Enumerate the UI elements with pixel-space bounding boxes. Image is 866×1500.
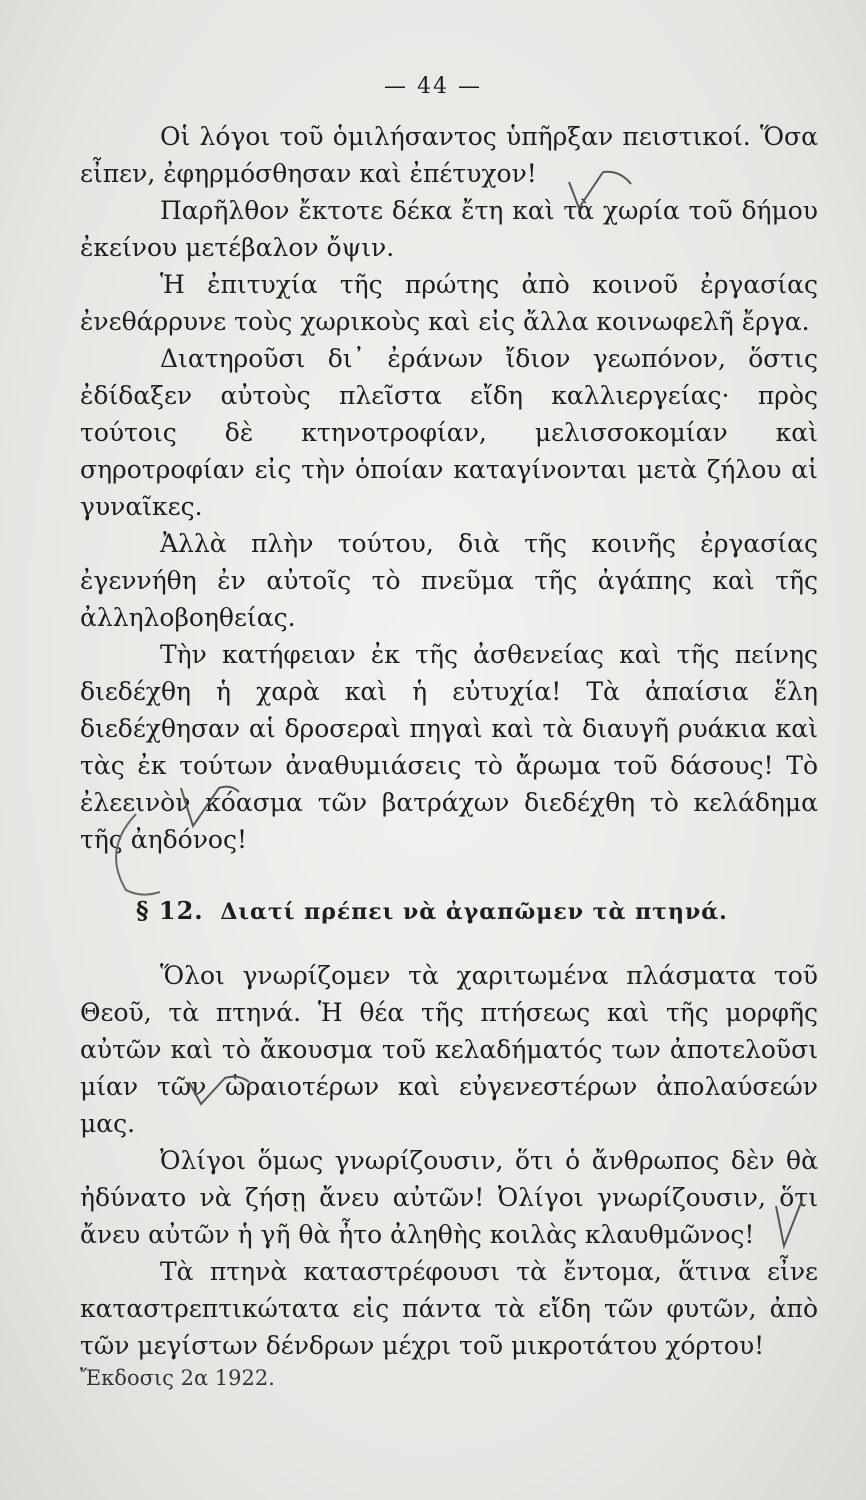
body-text xyxy=(80,118,818,1364)
page-number: — 44 — xyxy=(384,74,482,99)
paragraph-8: Ὀλίγοι ὅμως γνωρίζουσιν, ὅτι ὁ ἄνθρωπος δὲν θὰ ἠδύνατο νὰ ζήσῃ ἄνευ αὐτῶν! Ὀλίγοι γνωρίζουσιν, ὅτι ἄνευ αὐτῶν ἡ γῆ θὰ ἦτο ἀληθὴς κοιλὰς κλαυθμῶνος! xyxy=(80,1146,818,1249)
paragraph-1: Οἱ λόγοι τοῦ ὁμιλήσαντος ὑπῆρξαν πειστικοί. Ὅσα εἶπεν, ἐφηρμόσθησαν καὶ ἐπέτυχον! xyxy=(80,122,818,188)
paragraph-5: Ἀλλὰ πλὴν τούτου, διὰ τῆς κοινῆς ἐργασίας ἐγεννήθη ἐν αὐτοῖς τὸ πνεῦμα τῆς ἀγάπης καὶ τῆς ἀλληλοβοηθείας. xyxy=(80,529,818,632)
edition-footer: Ἔκδοσις 2α 1922. xyxy=(80,1366,275,1390)
paragraph-4: Διατηροῦσι δι᾽ ἐράνων ἴδιον γεωπόνον, ὅστις ἐδίδαξεν αὐτοὺς πλεῖστα εἴδη καλλιεργείας· πρὸς τούτοις δὲ κτηνοτροφίαν, μελισσοκομίαν καὶ σηροτροφίαν εἰς τὴν ὁποίαν καταγίνονται μετὰ ζήλου αἱ γυναῖκες. xyxy=(80,344,818,521)
paragraph-9: Τὰ πτηνὰ καταστρέφουσι τὰ ἔντομα, ἅτινα εἶνε καταστρεπτικώτατα εἰς πάντα τὰ εἴδη τῶν φυτῶν, ἀπὸ τῶν μεγίστων δένδρων μέχρι τοῦ μικροτάτου χόρτου! xyxy=(80,1257,818,1360)
paragraph-3: Ἡ ἐπιτυχία τῆς πρώτης ἀπὸ κοινοῦ ἐργασίας ἐνεθάρρυνε τοὺς χωρικοὺς καὶ εἰς ἄλλα κοινωφελῆ ἔργα. xyxy=(80,270,818,336)
section-title: Διατί πρέπει νὰ ἀγαπῶμεν τὰ πτηνά. xyxy=(220,899,728,925)
paragraph-6: Τὴν κατήφειαν ἐκ τῆς ἀσθενείας καὶ τῆς πείνης διεδέχθη ἡ χαρὰ καὶ ἡ εὐτυχία! Τὰ ἀπαίσια ἕλη διεδέχθησαν αἱ δροσεραὶ πηγαὶ καὶ τὰ διαυγῆ ρυάκια καὶ τὰς ἐκ τούτων ἀναθυμιάσεις τὸ ἄρωμα τοῦ δάσους! Τὸ ἐλεεινὸν κόασμα τῶν βατράχων διεδέχθη τὸ κελάδημα τῆς ἀηδόνος! xyxy=(80,640,818,854)
section-heading xyxy=(80,892,818,931)
section-number: § 12. xyxy=(136,896,204,925)
paragraph-7: Ὅλοι γνωρίζομεν τὰ χαριτωμένα πλάσματα τοῦ Θεοῦ, τὰ πτηνά. Ἡ θέα τῆς πτήσεως καὶ τῆς μορφῆς αὐτῶν καὶ τὸ ἄκουσμα τοῦ κελαδήματός των ἀποτελοῦσι μίαν τῶν ὡραιοτέρων καὶ εὐγενεστέρων ἀπολαύσεών μας. xyxy=(80,961,818,1138)
paragraph-2: Παρῆλθον ἔκτοτε δέκα ἔτη καὶ τὰ χωρία τοῦ δήμου ἐκείνου μετέβαλον ὄψιν. xyxy=(80,196,818,262)
